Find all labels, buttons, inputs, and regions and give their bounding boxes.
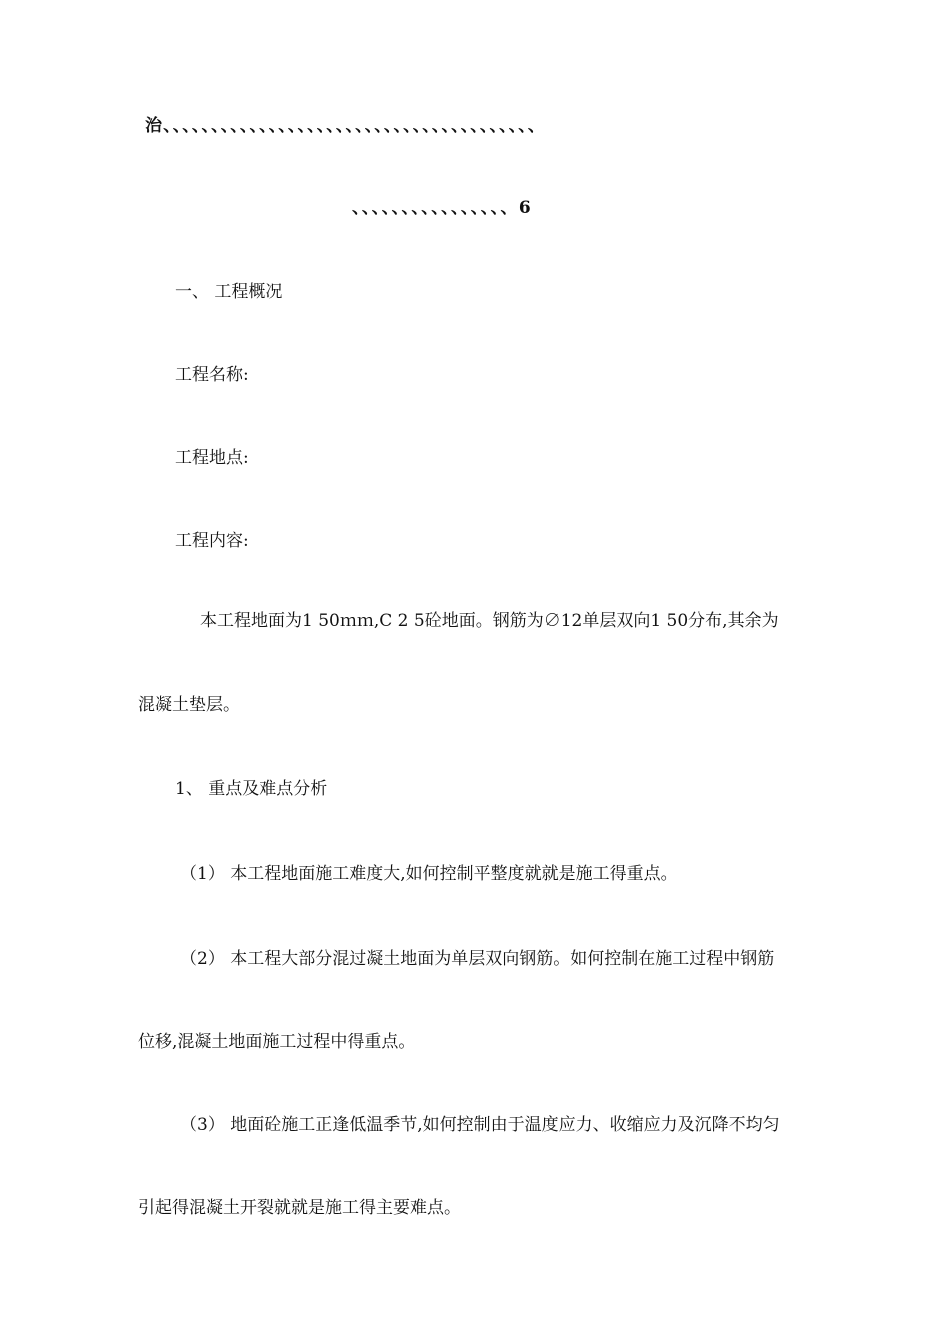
list-item-1: （1） 本工程地面施工难度大,如何控制平整度就就是施工得重点。 — [180, 864, 678, 884]
toc-entry-line-2: 、、、、、、、、、、、、、、、、6 — [352, 198, 533, 218]
project-name-label: 工程名称: — [175, 365, 249, 385]
list-item-2: （2） 本工程大部分混过凝土地面为单层双向钢筋。如何控制在施工过程中钢筋 — [180, 949, 775, 969]
list-item-3-continuation: 引起得混凝土开裂就就是施工得主要难点。 — [138, 1198, 461, 1218]
list-item-3: （3） 地面砼施工正逢低温季节,如何控制由于温度应力、收缩应力及沉降不均匀 — [180, 1115, 780, 1135]
project-location-label: 工程地点: — [175, 448, 249, 468]
section-heading-key-points: 1、 重点及难点分析 — [175, 779, 328, 799]
toc-entry-line-1: 治、、、、、、、、、、、、、、、、、、、、、、、、、、、、、、、、、、、、、、、 — [145, 116, 546, 136]
paragraph-line: 混凝土垫层。 — [138, 695, 240, 715]
section-heading-overview: 一、 工程概况 — [175, 282, 283, 302]
project-content-label: 工程内容: — [175, 531, 249, 551]
paragraph-line: 本工程地面为1 50ｍｍ,C 2 5砼地面。钢筋为∅12单层双向1 50分布,其余为 — [200, 611, 779, 631]
list-item-2-continuation: 位移,混凝土地面施工过程中得重点。 — [138, 1032, 416, 1052]
